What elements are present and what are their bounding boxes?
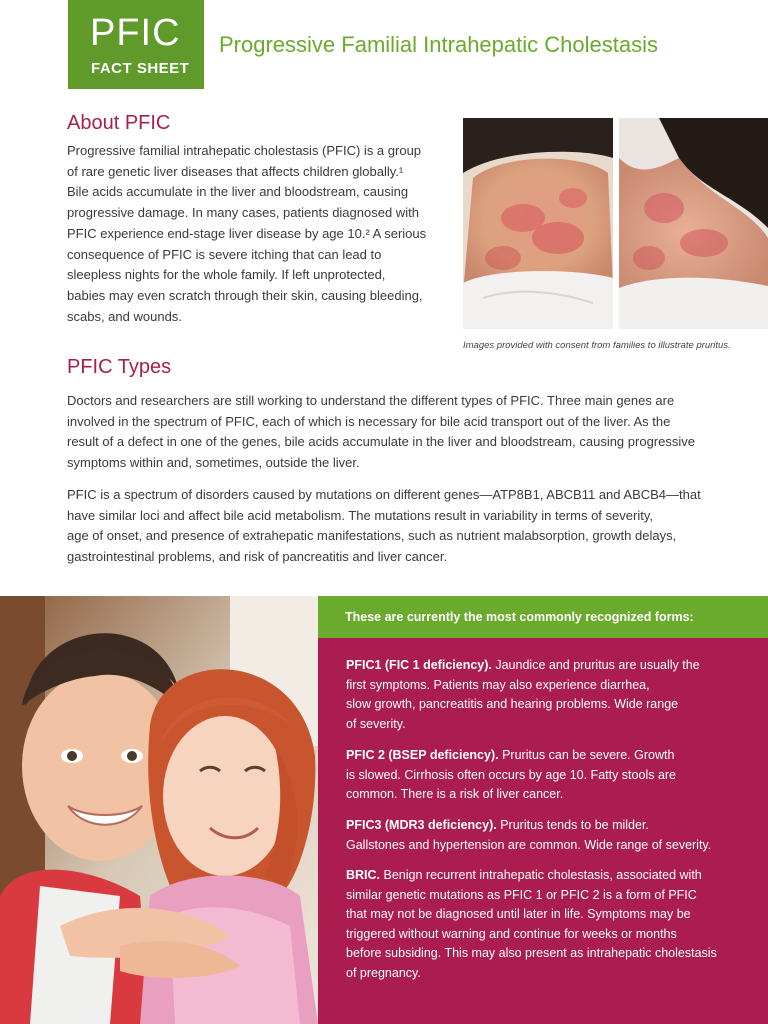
form-title: PFIC3 (MDR3 deficiency). bbox=[346, 818, 497, 832]
text-line: that may not be diagnosed until later in life. Symptoms may be bbox=[346, 907, 691, 922]
pruritus-photo-neck bbox=[463, 118, 613, 329]
form-title: PFIC1 (FIC 1 deficiency). bbox=[346, 658, 492, 672]
text-line: slow growth, pancreatitis and hearing problems. Wide range bbox=[346, 697, 679, 712]
text-line bbox=[346, 816, 741, 836]
form-title: PFIC 2 (BSEP deficiency). bbox=[346, 748, 499, 762]
face-rash-image bbox=[619, 118, 768, 329]
types-paragraph-1 bbox=[67, 391, 747, 474]
text-line: progressive damage. In many cases, patients diagnosed with bbox=[67, 205, 419, 221]
form-title: BRIC. bbox=[346, 868, 381, 882]
text-line: triggered without warning and continue for weeks or months bbox=[346, 926, 677, 941]
text-line: of severity. bbox=[346, 716, 406, 731]
form-item-bric bbox=[346, 866, 741, 984]
text-line: result of a defect in one of the genes, bile acids accumulate in the liver and bloodstream, causing progressive bbox=[67, 434, 695, 450]
text-line: symptoms within and, sometimes, outside the liver. bbox=[67, 455, 360, 471]
children-photo bbox=[0, 596, 318, 1024]
text-line: consequence of PFIC is severe itching that can lead to bbox=[67, 246, 382, 262]
text-span: Pruritus can be severe. Growth bbox=[502, 748, 675, 762]
types-paragraph-2 bbox=[67, 485, 747, 568]
text-line: PFIC experience end-stage liver disease by age 10.² A serious bbox=[67, 225, 427, 241]
text-line bbox=[346, 866, 741, 886]
text-span: Pruritus tends to be milder. bbox=[500, 818, 649, 832]
text-line: scabs, and wounds. bbox=[67, 308, 182, 324]
text-line: age of onset, and presence of extrahepatic manifestations, such as nutrient malabsorption, growth delays, bbox=[67, 528, 677, 544]
forms-panel bbox=[318, 638, 768, 1024]
page-title: Progressive Familial Intrahepatic Cholestasis bbox=[219, 32, 658, 57]
forms-banner-text: These are currently the most commonly recognized forms: bbox=[345, 610, 694, 624]
text-line: Gallstones and hypertension are common. Wide range of severity. bbox=[346, 837, 712, 852]
form-item-pfic3 bbox=[346, 816, 741, 855]
pruritus-photo-face bbox=[619, 118, 768, 329]
text-line: babies may even scratch through their skin, causing bleeding, bbox=[67, 287, 423, 303]
text-line: PFIC is a spectrum of disorders caused by mutations on different genes—ATP8B1, ABCB11 and ABCB4—that bbox=[67, 487, 701, 502]
text-line: Doctors and researchers are still working to understand the different types of PFIC. Three main genes are bbox=[67, 393, 675, 408]
text-span: Benign recurrent intrahepatic cholestasis, associated with bbox=[383, 868, 702, 882]
form-item-pfic2 bbox=[346, 746, 741, 805]
text-line bbox=[346, 656, 741, 676]
text-line: of pregnancy. bbox=[346, 965, 421, 980]
pfic-logo bbox=[68, 0, 204, 89]
text-line: gastrointestinal problems, and risk of pancreatitis and liver cancer. bbox=[67, 549, 448, 565]
neck-rash-image bbox=[463, 118, 613, 329]
text-line: involved in the spectrum of PFIC, each of which is necessary for bile acid transport out of the liver. As the bbox=[67, 413, 671, 429]
photo-caption: Images provided with consent from families to illustrate pruritus. bbox=[463, 340, 731, 351]
text-line bbox=[346, 746, 741, 766]
text-line: of rare genetic liver diseases that affects children globally.¹ bbox=[67, 163, 404, 179]
about-heading: About PFIC bbox=[67, 112, 171, 134]
types-heading: PFIC Types bbox=[67, 356, 172, 378]
text-line: common. There is a risk of liver cancer. bbox=[346, 787, 564, 802]
text-line: sleepless nights for the whole family. If left unprotected, bbox=[67, 267, 386, 283]
logo-subtext: FACT SHEET bbox=[91, 60, 190, 77]
text-line: first symptoms. Patients may also experience diarrhea, bbox=[346, 677, 650, 692]
text-line: have similar loci and affect bile acid metabolism. The mutations result in variability in terms of severity, bbox=[67, 507, 653, 523]
text-line: is slowed. Cirrhosis often occurs by age 10. Fatty stools are bbox=[346, 767, 677, 782]
text-line: similar genetic mutations as PFIC 1 or PFIC 2 is a form of PFIC bbox=[346, 887, 697, 902]
text-line: Bile acids accumulate in the liver and bloodstream, causing bbox=[67, 184, 409, 200]
form-item-pfic1 bbox=[346, 656, 741, 734]
children-hugging-image bbox=[0, 596, 318, 1024]
text-line: before subsiding. This may also present as intrahepatic cholestasis bbox=[346, 946, 717, 961]
logo-text: PFIC bbox=[90, 12, 181, 54]
text-line: Progressive familial intrahepatic cholestasis (PFIC) is a group bbox=[67, 143, 422, 158]
about-paragraph bbox=[67, 141, 447, 327]
forms-banner bbox=[318, 596, 768, 638]
text-span: Jaundice and pruritus are usually the bbox=[495, 658, 700, 672]
